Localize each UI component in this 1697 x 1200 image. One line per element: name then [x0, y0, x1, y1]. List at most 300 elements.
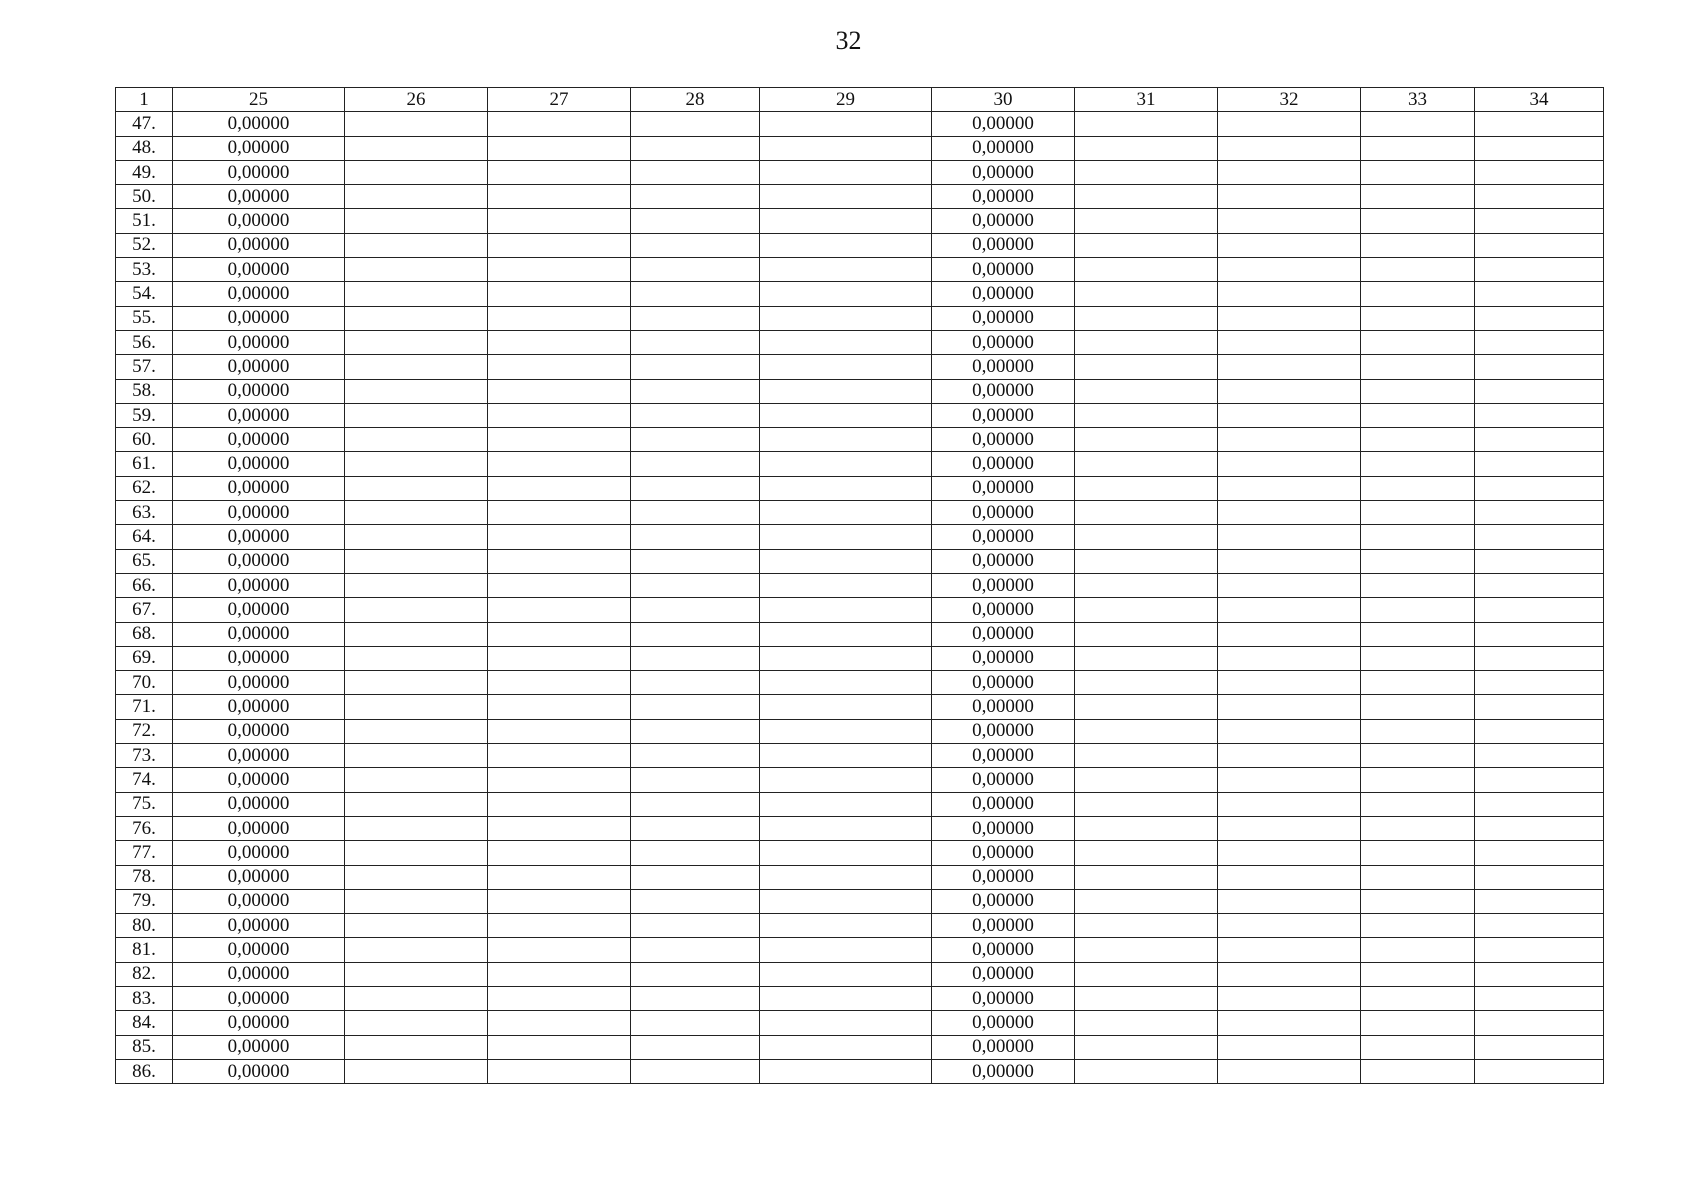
table-cell: 0,00000 [173, 136, 345, 160]
table-cell [345, 185, 488, 209]
table-cell [345, 160, 488, 184]
table-cell [760, 549, 932, 573]
table-cell: 0,00000 [173, 112, 345, 136]
table-cell [1218, 1011, 1361, 1035]
row-number-cell: 81. [116, 938, 173, 962]
row-number-cell: 64. [116, 525, 173, 549]
table-cell [631, 841, 760, 865]
table-cell [488, 816, 631, 840]
table-cell [1075, 744, 1218, 768]
table-cell [488, 233, 631, 257]
table-cell [760, 379, 932, 403]
table-cell [760, 841, 932, 865]
row-number-cell: 53. [116, 258, 173, 282]
table-cell: 0,00000 [932, 914, 1075, 938]
table-cell [760, 986, 932, 1010]
table-row [116, 986, 1604, 1010]
table-cell [345, 476, 488, 500]
table-cell: 0,00000 [173, 1059, 345, 1083]
table-cell: 0,00000 [932, 622, 1075, 646]
table-cell: 0,00000 [173, 330, 345, 354]
table-cell [488, 1011, 631, 1035]
table-cell [345, 501, 488, 525]
table-cell [1361, 282, 1475, 306]
table-cell [488, 914, 631, 938]
table-cell [345, 744, 488, 768]
table-cell: 0,00000 [173, 233, 345, 257]
table-cell: 0,00000 [173, 768, 345, 792]
table-cell: 0,00000 [932, 112, 1075, 136]
table-cell [1361, 889, 1475, 913]
table-cell [631, 598, 760, 622]
table-cell [345, 1011, 488, 1035]
table-row [116, 816, 1604, 840]
table-cell: 0,00000 [173, 258, 345, 282]
table-cell [631, 209, 760, 233]
table-cell [345, 233, 488, 257]
table-cell [631, 549, 760, 573]
table-cell [1075, 136, 1218, 160]
table-cell [1218, 938, 1361, 962]
table-cell [631, 768, 760, 792]
table-cell: 0,00000 [932, 233, 1075, 257]
table-row [116, 136, 1604, 160]
table-cell [631, 160, 760, 184]
table-cell [345, 865, 488, 889]
table-cell [1218, 306, 1361, 330]
table-cell: 0,00000 [173, 160, 345, 184]
table-cell [1361, 646, 1475, 670]
row-number-cell: 66. [116, 573, 173, 597]
row-number-cell: 77. [116, 841, 173, 865]
table-cell [345, 986, 488, 1010]
table-cell [1475, 719, 1604, 743]
table-cell: 0,00000 [173, 501, 345, 525]
table-cell [1361, 792, 1475, 816]
table-row [116, 258, 1604, 282]
table-cell [1361, 160, 1475, 184]
table-cell [1361, 573, 1475, 597]
column-header-26: 26 [345, 88, 488, 112]
table-cell: 0,00000 [173, 889, 345, 913]
table-cell [631, 136, 760, 160]
table-cell [1361, 185, 1475, 209]
table-row [116, 501, 1604, 525]
table-cell: 0,00000 [173, 282, 345, 306]
table-cell [1361, 549, 1475, 573]
row-number-cell: 61. [116, 452, 173, 476]
table-row [116, 1011, 1604, 1035]
table-cell: 0,00000 [932, 185, 1075, 209]
table-cell [488, 185, 631, 209]
table-cell [488, 841, 631, 865]
table-cell [1075, 962, 1218, 986]
row-number-cell: 55. [116, 306, 173, 330]
table-cell: 0,00000 [932, 403, 1075, 427]
table-row [116, 209, 1604, 233]
table-row [116, 306, 1604, 330]
table-cell [631, 306, 760, 330]
table-cell [1475, 646, 1604, 670]
table-cell [1475, 379, 1604, 403]
table-cell [631, 1059, 760, 1083]
table-cell [488, 258, 631, 282]
table-cell [1218, 719, 1361, 743]
table-cell [1475, 476, 1604, 500]
table-row [116, 719, 1604, 743]
row-number-cell: 50. [116, 185, 173, 209]
table-cell [1361, 258, 1475, 282]
table-cell [1075, 501, 1218, 525]
table-cell: 0,00000 [932, 258, 1075, 282]
table-row [116, 185, 1604, 209]
table-cell [1218, 622, 1361, 646]
table-cell [345, 112, 488, 136]
table-cell [1218, 646, 1361, 670]
table-cell: 0,00000 [932, 816, 1075, 840]
table-cell: 0,00000 [932, 282, 1075, 306]
table-cell [1218, 986, 1361, 1010]
table-cell [1361, 938, 1475, 962]
row-number-cell: 78. [116, 865, 173, 889]
table-cell: 0,00000 [932, 598, 1075, 622]
table-cell: 0,00000 [173, 185, 345, 209]
table-cell [1361, 1059, 1475, 1083]
column-header-27: 27 [488, 88, 631, 112]
table-cell [1475, 330, 1604, 354]
table-cell [345, 549, 488, 573]
table-cell [345, 962, 488, 986]
table-cell: 0,00000 [932, 573, 1075, 597]
table-cell [1361, 355, 1475, 379]
table-cell [1361, 112, 1475, 136]
table-cell [1361, 986, 1475, 1010]
table-cell [1075, 792, 1218, 816]
table-cell [1075, 1059, 1218, 1083]
table-cell [1475, 914, 1604, 938]
table-cell [760, 695, 932, 719]
table-cell: 0,00000 [173, 914, 345, 938]
table-cell [631, 792, 760, 816]
table-cell: 0,00000 [932, 355, 1075, 379]
table-cell [760, 160, 932, 184]
table-cell [1075, 306, 1218, 330]
row-number-cell: 85. [116, 1035, 173, 1059]
table-cell [1361, 914, 1475, 938]
table-cell: 0,00000 [932, 646, 1075, 670]
table-cell [488, 622, 631, 646]
table-cell [1475, 841, 1604, 865]
row-number-cell: 56. [116, 330, 173, 354]
table-cell [345, 598, 488, 622]
table-cell: 0,00000 [932, 719, 1075, 743]
table-cell [488, 501, 631, 525]
table-cell [760, 914, 932, 938]
table-cell: 0,00000 [932, 962, 1075, 986]
table-cell [345, 330, 488, 354]
table-row [116, 671, 1604, 695]
table-cell [1218, 355, 1361, 379]
header-row [116, 88, 1604, 112]
table-cell [488, 744, 631, 768]
table-cell [760, 209, 932, 233]
table-cell [1475, 282, 1604, 306]
table-cell [631, 355, 760, 379]
table-cell [1218, 768, 1361, 792]
table-cell [1075, 816, 1218, 840]
table-cell [1218, 428, 1361, 452]
table-cell [760, 962, 932, 986]
table-cell: 0,00000 [173, 573, 345, 597]
table-cell [760, 1035, 932, 1059]
table-cell: 0,00000 [173, 792, 345, 816]
table-cell [1218, 962, 1361, 986]
table-cell [345, 525, 488, 549]
table-cell: 0,00000 [932, 452, 1075, 476]
table-cell [488, 428, 631, 452]
table-cell [631, 525, 760, 549]
table-cell [1361, 379, 1475, 403]
table-cell: 0,00000 [932, 889, 1075, 913]
table-cell [1475, 501, 1604, 525]
table-cell [1075, 355, 1218, 379]
table-cell [488, 768, 631, 792]
table-cell: 0,00000 [173, 549, 345, 573]
table-cell: 0,00000 [932, 792, 1075, 816]
table-cell [345, 719, 488, 743]
table-row [116, 476, 1604, 500]
table-body [116, 112, 1604, 1084]
table-cell [1361, 865, 1475, 889]
table-cell [1075, 986, 1218, 1010]
table-cell [1075, 452, 1218, 476]
table-cell [1218, 549, 1361, 573]
table-row [116, 622, 1604, 646]
table-cell [760, 768, 932, 792]
table-cell [1218, 914, 1361, 938]
table-cell [345, 841, 488, 865]
row-number-cell: 82. [116, 962, 173, 986]
table-row [116, 695, 1604, 719]
table-cell [760, 598, 932, 622]
table-cell [1361, 719, 1475, 743]
table-cell [760, 646, 932, 670]
table-cell [631, 646, 760, 670]
table-cell [1361, 671, 1475, 695]
table-cell: 0,00000 [932, 768, 1075, 792]
table-cell [760, 792, 932, 816]
table-row [116, 403, 1604, 427]
table-cell [1361, 403, 1475, 427]
table-cell [1218, 671, 1361, 695]
table-cell [1075, 622, 1218, 646]
table-cell [760, 719, 932, 743]
table-cell: 0,00000 [173, 428, 345, 452]
table-cell [631, 719, 760, 743]
table-cell: 0,00000 [173, 1011, 345, 1035]
table-cell [760, 330, 932, 354]
table-cell [1218, 1059, 1361, 1083]
table-cell: 0,00000 [173, 306, 345, 330]
table-cell [1075, 282, 1218, 306]
table-cell [345, 258, 488, 282]
table-cell: 0,00000 [173, 816, 345, 840]
table-cell [1475, 962, 1604, 986]
table-cell [760, 258, 932, 282]
table-cell [345, 282, 488, 306]
table-cell: 0,00000 [932, 1059, 1075, 1083]
table-row [116, 792, 1604, 816]
row-number-cell: 51. [116, 209, 173, 233]
table-cell [488, 671, 631, 695]
table-cell [1075, 476, 1218, 500]
table-cell [1218, 744, 1361, 768]
row-number-cell: 75. [116, 792, 173, 816]
table-cell: 0,00000 [932, 136, 1075, 160]
table-cell [488, 330, 631, 354]
row-number-cell: 70. [116, 671, 173, 695]
table-cell [345, 452, 488, 476]
table-cell [1475, 136, 1604, 160]
table-cell [488, 379, 631, 403]
table-cell [1075, 379, 1218, 403]
table-cell: 0,00000 [173, 938, 345, 962]
table-cell [1075, 889, 1218, 913]
table-cell [1218, 695, 1361, 719]
table-cell [631, 112, 760, 136]
table-cell: 0,00000 [173, 525, 345, 549]
table-row [116, 355, 1604, 379]
table-cell [345, 355, 488, 379]
table-cell [631, 452, 760, 476]
table-cell [760, 671, 932, 695]
table-cell [345, 136, 488, 160]
table-cell: 0,00000 [173, 209, 345, 233]
table-cell [760, 501, 932, 525]
table-cell [631, 962, 760, 986]
table-cell [1218, 598, 1361, 622]
table-cell [631, 865, 760, 889]
table-cell [345, 889, 488, 913]
table-cell [488, 549, 631, 573]
table-cell: 0,00000 [173, 476, 345, 500]
row-number-cell: 80. [116, 914, 173, 938]
row-number-cell: 74. [116, 768, 173, 792]
table-cell: 0,00000 [932, 428, 1075, 452]
table-cell [760, 355, 932, 379]
table-cell [760, 476, 932, 500]
table-cell [760, 136, 932, 160]
table-cell [1361, 841, 1475, 865]
table-row [116, 160, 1604, 184]
table-cell [1361, 452, 1475, 476]
table-cell [1475, 549, 1604, 573]
table-cell [1361, 136, 1475, 160]
table-row [116, 233, 1604, 257]
table-row [116, 865, 1604, 889]
table-cell [1218, 792, 1361, 816]
table-cell [1475, 986, 1604, 1010]
table-cell [345, 792, 488, 816]
table-cell [760, 938, 932, 962]
table-cell [345, 914, 488, 938]
table-cell [1218, 330, 1361, 354]
table-cell [760, 1011, 932, 1035]
table-cell [1075, 938, 1218, 962]
table-cell [760, 1059, 932, 1083]
table-cell [631, 816, 760, 840]
table-cell [345, 695, 488, 719]
table-cell [488, 719, 631, 743]
table-cell [1075, 258, 1218, 282]
table-cell [1075, 428, 1218, 452]
table-cell [1075, 646, 1218, 670]
table-cell [1218, 476, 1361, 500]
row-number-cell: 47. [116, 112, 173, 136]
row-number-cell: 69. [116, 646, 173, 670]
row-number-cell: 67. [116, 598, 173, 622]
table-cell [1218, 452, 1361, 476]
table-cell [760, 816, 932, 840]
table-cell: 0,00000 [932, 938, 1075, 962]
table-cell [760, 573, 932, 597]
table-cell: 0,00000 [932, 986, 1075, 1010]
table-cell: 0,00000 [173, 622, 345, 646]
table-cell [488, 306, 631, 330]
table-cell: 0,00000 [932, 160, 1075, 184]
table-cell [1075, 865, 1218, 889]
table-row [116, 282, 1604, 306]
row-number-cell: 62. [116, 476, 173, 500]
table-cell [631, 1011, 760, 1035]
table-cell [1361, 695, 1475, 719]
table-row [116, 938, 1604, 962]
table-row [116, 646, 1604, 670]
table-cell [488, 112, 631, 136]
table-cell [488, 452, 631, 476]
table-cell [488, 986, 631, 1010]
table-cell [1075, 671, 1218, 695]
table-cell [1218, 841, 1361, 865]
table-cell [1218, 282, 1361, 306]
table-cell [1475, 160, 1604, 184]
table-cell [1361, 598, 1475, 622]
table-row [116, 768, 1604, 792]
table-cell [1075, 185, 1218, 209]
table-cell [345, 646, 488, 670]
table-cell: 0,00000 [932, 501, 1075, 525]
table-cell [488, 136, 631, 160]
table-cell: 0,00000 [173, 841, 345, 865]
row-number-cell: 57. [116, 355, 173, 379]
table-cell [1361, 1035, 1475, 1059]
row-number-cell: 49. [116, 160, 173, 184]
table-cell [760, 233, 932, 257]
table-cell: 0,00000 [932, 1011, 1075, 1035]
table-cell: 0,00000 [932, 865, 1075, 889]
table-cell [488, 282, 631, 306]
table-cell: 0,00000 [932, 671, 1075, 695]
table-cell: 0,00000 [173, 598, 345, 622]
table-cell: 0,00000 [932, 1035, 1075, 1059]
table-cell [1475, 209, 1604, 233]
table-row [116, 962, 1604, 986]
table-cell [1475, 816, 1604, 840]
table-cell [631, 622, 760, 646]
table-cell [1475, 428, 1604, 452]
table-cell [345, 573, 488, 597]
row-number-cell: 71. [116, 695, 173, 719]
